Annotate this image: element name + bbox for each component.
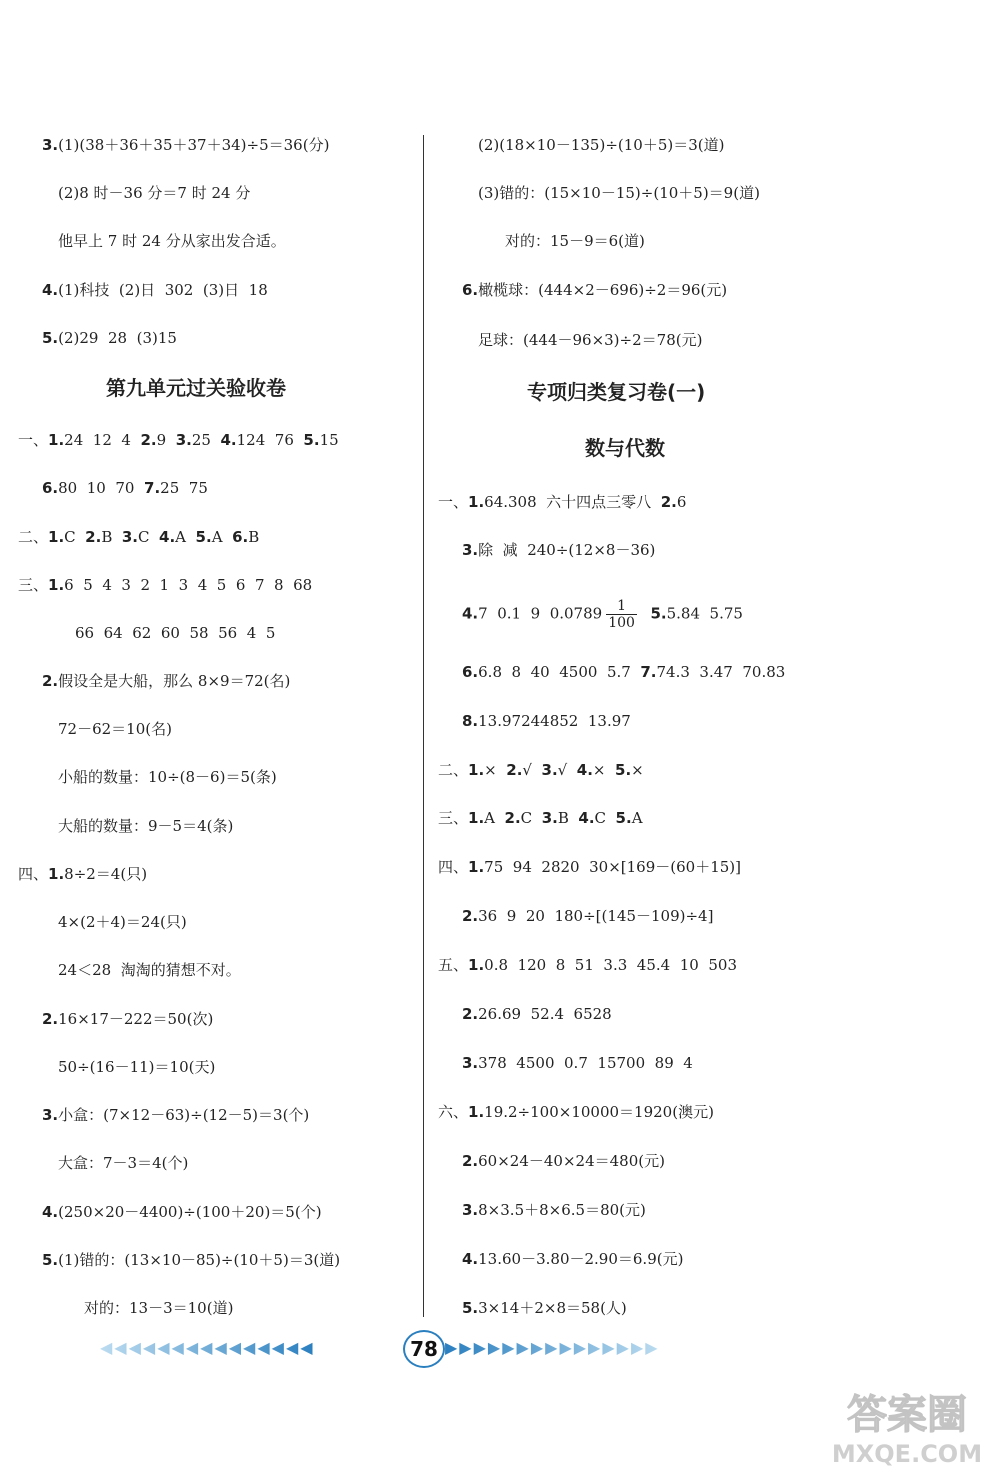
answer-line: 50÷(16－11)＝10(天) xyxy=(58,1058,216,1076)
answer-line: 2.60×24－40×24＝480(元) xyxy=(462,1152,665,1170)
answer-line: 6.80 10 70 7.25 75 xyxy=(42,479,208,497)
svg-text:MXQE.COM: MXQE.COM xyxy=(831,1440,983,1468)
answer-line: 4.7 0.1 9 0.0789 $\frac{1}{100}$ 5.5.84 5.75 xyxy=(462,598,743,631)
answer-line: (2)8 时－36 分＝7 时 24 分 xyxy=(58,184,251,202)
answer-line: 6.橄榄球：(444×2－696)÷2＝96(元) xyxy=(462,281,728,299)
section-heading: 第九单元过关验收卷 xyxy=(106,376,286,400)
arrow-right-decoration: ▶▶▶▶▶▶▶▶▶▶▶▶▶▶▶ xyxy=(445,1338,660,1357)
arrow-left-decoration: ◀◀◀◀◀◀◀◀◀◀◀◀◀◀◀ xyxy=(100,1338,315,1357)
answer-line: 2.假设全是大船，那么 8×9＝72(名) xyxy=(42,672,291,690)
page-number: 78 xyxy=(403,1330,445,1368)
answer-line: (2)(18×10－135)÷(10＋5)＝3(道) xyxy=(478,136,725,154)
answer-line: 4.13.60－3.80－2.90＝6.9(元) xyxy=(462,1250,684,1268)
answer-line: 2.16×17－222＝50(次) xyxy=(42,1010,214,1028)
answer-line: 二、1.× 2.√ 3.√ 4.× 5.× xyxy=(438,761,644,779)
answer-line: 5.(2)29 28 (3)15 xyxy=(42,329,177,347)
answer-line: 4.(250×20－4400)÷(100＋20)＝5(个) xyxy=(42,1203,322,1221)
answer-line: 66 64 62 60 58 56 4 5 xyxy=(75,624,276,642)
answer-line: (3)错的：(15×10－15)÷(10＋5)＝9(道) xyxy=(478,184,760,202)
answer-line: 足球：(444－96×3)÷2＝78(元) xyxy=(478,331,703,349)
answer-line: 四、1.75 94 2820 30×[169－(60＋15)] xyxy=(438,858,741,876)
answer-line: 3.(1)(38＋36＋35＋37＋34)÷5＝36(分) xyxy=(42,136,330,154)
answer-line: 三、1.6 5 4 3 2 1 3 4 5 6 7 8 68 xyxy=(18,576,313,594)
answer-line: 五、1.0.8 120 8 51 3.3 45.4 10 503 xyxy=(438,956,737,974)
answer-line: 六、1.19.2÷100×10000＝1920(澳元) xyxy=(438,1103,714,1121)
answer-line: 4×(2＋4)＝24(只) xyxy=(58,913,187,931)
answer-line: 他早上 7 时 24 分从家出发合适。 xyxy=(58,232,286,250)
answer-line: 二、1.C 2.B 3.C 4.A 5.A 6.B xyxy=(18,528,260,546)
fraction: $\frac{1}{100}$ xyxy=(608,598,635,631)
answer-line: 5.(1)错的：(13×10－85)÷(10＋5)＝3(道) xyxy=(42,1251,341,1269)
answer-line: 对的：15－9＝6(道) xyxy=(505,232,645,250)
page-footer xyxy=(100,1330,740,1366)
answer-line: 对的：13－3＝10(道) xyxy=(84,1299,234,1317)
svg-text:答案圈: 答案圈 xyxy=(847,1392,967,1438)
answer-line: 4.(1)科技 (2)日 302 (3)日 18 xyxy=(42,281,268,299)
answer-line: 四、1.8÷2＝4(只) xyxy=(18,865,148,883)
answer-line: 24＜28 淘淘的猜想不对。 xyxy=(58,961,241,979)
answer-line: 2.26.69 52.4 6528 xyxy=(462,1005,612,1023)
answer-line: 小船的数量：10÷(8－6)＝5(条) xyxy=(58,768,277,786)
column-divider xyxy=(423,135,424,1317)
section-subheading: 数与代数 xyxy=(585,436,665,460)
answer-line: 一、1.24 12 4 2.9 3.25 4.124 76 5.15 xyxy=(18,431,339,449)
answer-line: 2.36 9 20 180÷[(145－109)÷4] xyxy=(462,907,714,925)
answer-line: 一、1.64.308 六十四点三零八 2.6 xyxy=(438,493,687,511)
answer-line: 大盒：7－3＝4(个) xyxy=(58,1154,189,1172)
watermark-logo xyxy=(822,1384,992,1468)
section-heading: 专项归类复习卷(一) xyxy=(527,380,706,404)
answer-line: 5.3×14＋2×8＝58(人) xyxy=(462,1299,627,1317)
answer-line: 8.13.97244852 13.97 xyxy=(462,712,631,730)
answer-line: 6.6.8 8 40 4500 5.7 7.74.3 3.47 70.83 xyxy=(462,663,786,681)
answer-line: 3.小盒：(7×12－63)÷(12－5)＝3(个) xyxy=(42,1106,310,1124)
answer-line: 3.378 4500 0.7 15700 89 4 xyxy=(462,1054,693,1072)
answer-line: 72－62＝10(名) xyxy=(58,720,172,738)
answer-line: 大船的数量：9－5＝4(条) xyxy=(58,817,234,835)
answer-line: 三、1.A 2.C 3.B 4.C 5.A xyxy=(438,809,643,827)
answer-line: 3.除 减 240÷(12×8－36) xyxy=(462,541,656,559)
answer-line: 3.8×3.5＋8×6.5＝80(元) xyxy=(462,1201,646,1219)
